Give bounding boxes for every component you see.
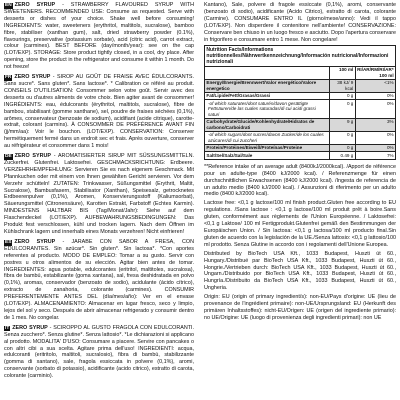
nutrition-header-per-100: 100 ml bbox=[329, 66, 355, 79]
nutrition-table-header-row bbox=[205, 66, 396, 79]
nutrition-row bbox=[205, 131, 396, 144]
right-paragraphs bbox=[204, 164, 396, 322]
nutrition-row bbox=[205, 100, 396, 118]
language-block-it bbox=[4, 325, 194, 380]
nutrient-label: -of which sugars/dont sucres/davon Zucker/de los cuales azúcares/di cui zuccheri bbox=[205, 131, 330, 144]
nutrition-row bbox=[205, 92, 396, 100]
nutrition-header-ri bbox=[355, 66, 395, 79]
nutrition-table bbox=[204, 45, 396, 159]
language-code-badge: DE bbox=[5, 154, 12, 160]
right-paragraph: **Reference intake of an average adult (8400kJ/2000kcal). /Apport de référence pour un adulte-type (8400 kJ/2000 kcal). / Referenzmenge für einen durchschnittlichen Erwachsenen (8400 kJ/2000 kcal). /Ingesta de referencia de un adulto medio (8400 kJ/2000 kcal). / Assunzioni di riferimento per un adulto medio (8400 kJ/2000 kcal). bbox=[204, 163, 396, 198]
nutrient-value-per-100ml: 0 g bbox=[329, 144, 355, 152]
nutrient-reference-intake: 0% bbox=[355, 144, 395, 152]
nutrient-reference-intake: 7% bbox=[355, 152, 395, 160]
nutrition-row bbox=[205, 144, 396, 152]
language-code-badge: IT bbox=[5, 325, 10, 331]
language-code-badge: ES bbox=[5, 239, 12, 245]
product-name: ZERO SYRUP bbox=[14, 238, 56, 245]
right-paragraph: Origin: EU (origin of primary ingredient/s): non-EU/Pays d'origine: UE (lieu de provenance de l'ingrédient primaire): non-UE/Ursprungsland: EU (Herkunft des primären Inhaltsstoffes): nicht-EU/Origen: UE (origen del ingrediente primario): no UE/Origine: UE (luogo di provenienza degli ingredienti primari): non UE bbox=[204, 294, 396, 321]
right-column bbox=[200, 0, 400, 400]
nutrient-label: Fat/Lipide/Fett/Grasas/Grassi bbox=[205, 92, 330, 100]
product-description: - SCIROPPO AL GUSTO FRAGOLA CON EDULCORANTI. Senza zucchero*. Senza glutine*. Senza lattosio*. *Le dichiarazioni si applicano al prodotto. MODALITA' D'USO: Consumare a piacere. Servire con pancakes o con altri cibi a sua scelta. Agitare prima dell'uso! INGREDIENTI: acqua, edulcoranti (eritritolo, maltitoli, sucralosio), fibra di bambù, stabilizzante (gomma di xantano), sale, fragola essiccata in polvere (0,1%), aromi, conservante (sorbato di potassio), acidificante (acido citrico), estratto di carota, colorante (carminio). bbox=[4, 324, 194, 380]
language-code-badge: EN bbox=[5, 3, 12, 8]
product-name: ZERO SYRUP bbox=[12, 324, 48, 331]
nutrition-row bbox=[205, 118, 396, 131]
nutrition-row bbox=[205, 152, 396, 160]
nutrient-reference-intake: 0% bbox=[355, 131, 395, 144]
nutrient-reference-intake: 0% bbox=[355, 100, 395, 118]
nutrient-reference-intake: 0% bbox=[355, 92, 395, 100]
nutrient-value-per-100ml: 0 g bbox=[329, 131, 355, 144]
nutrient-reference-intake: 3% bbox=[355, 118, 395, 131]
right-paragraph: Lactose free: <0,1 g lactose/100 ml finish product.Gluten free according to EU regulations. /Sans lactose : <0,1 g lactose/100 ml produit prêt à boire.Sans gluten, conformément aux règlements de l'Union Européenne. / Laktosefrei: <0,1 g Laktose/ 100 ml Fertigprodukt.Glutenfrei gemäß den Bestimmungen der Europäischen Union. / Sin lactosa: <0,1 g lactosa/100 ml producto final.Sin gluten de acuerdo con la legislación de la UE./Senza lattosio: <0,1 g lattosio/100 ml prodotto. Senza Glutine in accordo con i regolamenti dell'Unione Europea. bbox=[204, 200, 396, 248]
nutrient-label: Salt/Sel/Salz/Sal/Sale bbox=[205, 152, 330, 160]
nutrition-header-ri-unit: 100 ml bbox=[379, 72, 394, 78]
nutrient-reference-intake: <1% bbox=[355, 79, 395, 92]
language-block-de bbox=[4, 153, 194, 236]
product-description: - SIROP AU GOÛT DE FRAISE AVEC ÉDULCORANTS. Sans sucre*. Sans gluten*. Sans lactose*. * Calibration ce référé au produit. CONSEILS D'UTILISATION: Consommer selon votre goût. Servir avec des desserts ou d'autres aliments de votre choix. Bien agiter avant de consommer! INGRÉDIENTS: eau, édulcorants (érythritol, maltitols, sucralose), fibre de bambou, stabilisant (gomme xanthane), sel, poudre de fraises séchées (0,1%), arômes, conservateur (benzoate de sodium), acidifiant (acide citrique), carotte-extrait, colorant (carmins). À CONSOMMER DE PRÉFÉRENCE AVANT FIN (jj/mm/aa): Voir le bouchon. (LOT/EXP). CONSERVATION: Conserver hermétiquement fermé dans un endroit sec et frais. Après ouverture, conserver au réfrigérateur et consommer dans 1 mois! bbox=[4, 74, 194, 150]
language-block-es bbox=[4, 239, 194, 322]
right-paragraph: Distributed by BioTech USA Kft., 1033 Budapest, Huszti út 60., Hungary./Distribué par BioTech USA Kft., 1033 Budapest, Huszti út 60., Hongrie./Vertrieben durch: BioTech USA Kft., 1033 Budapest, Huszti út 60., Ungarn./Distribuido por BioTech USA Kft., 1033 Budapest, Huszti út 60., Hungría./Distribuito da BioTech USA Kft., 1033 Budapest, Huszti út 60., Ungheria. bbox=[204, 250, 396, 292]
nutrient-label: Energy/Énergie/Brennwert/Valor energético/Valore energetico bbox=[205, 79, 330, 92]
product-name: ZERO SYRUP bbox=[14, 74, 51, 81]
language-block-en bbox=[4, 2, 194, 71]
nutrient-label: Carbohydrate/Glucide/Kohlenhydrate/Hidratos de carbono/Carboidrati bbox=[205, 118, 330, 131]
nutrient-value-per-100ml: 0.49 g bbox=[329, 152, 355, 160]
nutrition-row bbox=[205, 79, 396, 92]
product-name: ZERO SYRUP bbox=[14, 2, 56, 8]
nutrition-table-title: Nutrition Facts/Informations nutritionnelles/Nährwertkennzeichnung/Información nutricional/Informazioni nutrizionali bbox=[205, 46, 396, 66]
product-name: ZERO SYRUP bbox=[14, 153, 51, 160]
product-description: - STRAWBERRY FLAVOURED SYRUP WITH SWEETENERS. RECOMMENDED USE: Consume as requested. Serve with desserts or dishes of your choice. Shake well before consuming! INGREDIENTS: water, sweeteners (erythritol, maltitols, sucralose), bamboo fibre, stabiliser (xanthan gum), salt, dried strawberry powder (0.1%), flavourings, preservative (potassium sorbate), acid (citric acid), carrot extract, colour (carmines). BEST BEFORE (day/month/year): see on the cap (LOT/EXP). STORAGE: Store product tightly closed, in a cool, dry place. After opening, store the product in the refrigerator and consume it within 1 month. Do not freeze! bbox=[4, 2, 194, 71]
nutrition-header-blank bbox=[205, 66, 330, 79]
nutrient-value-per-100ml: 0 g bbox=[329, 100, 355, 118]
language-code-badge: FR bbox=[5, 75, 12, 81]
right-intro-text: Kantano), Sale, polvere di fragole essiccate (0,1%), aromi, conservante (benzoato di sodio), acidificante (Acido Citrico), estratto di carota, colorante (Carmine). CONSUMARE ENTRO IL (giorno/mese/anno): Vedi il tappo (LOT/EXP). Non disperdere il contenitore nell'ambiente! CONSERVAZIONE: Conservare ben chiuso in un luogo fresco e asciutto. Dopo l'apertura conservare in frigorifero e consumare entro 1 mese. Non congelare! bbox=[204, 2, 396, 43]
product-description: - JARABE CON SABOR A FRESA, CON EDULCORANTES. Sin azúcar*. Sin gluten*. Sin lactosa*. *Con aportes referentes al producto. MODO DE EMPLEO: Tomar a su gusto. Servir con postres u otros alimentos de su elección. Agitar bien antes de tomar. INGREDIENTES: agua potable, edulcorantes (eritritol, maltitoles, sucralosa), fibra de bambú, estabilizante (goma xantana), sal, fresa deshidratada en polvo (0,1%), aromas, conservador (benzoato de sodio), acidulante (ácido cítrico), extracto de zanahoria, colorante (carmines). CONSUMIR PREFERENTEMENTE ANTES DEL (día/mes/año): Ver en el envase (LOT/EXP). ALMACENAMIENTO: Almacenar en lugar fresco, seco y limpio, lejos del sol y seco. Después de abrir almacenar refrigerado y consumir dentro de 1 mes. No congelar. bbox=[4, 238, 194, 321]
nutrition-table-title-row bbox=[205, 46, 396, 66]
nutrient-value-per-100ml: 0 g bbox=[329, 92, 355, 100]
product-description: - AROMATISIERTER SIRUP MIT SÜSSUNGSMITTELN. Zuckerfrei. Glutenfrei. Laktosefrei. GESCHMACKSRICHTUNG: Erdbeere. VERZEHRHEMPFEHLUNG: Servieren Sie es nach eigenem Geschmack. Mit Pfannkuchen oder mit einem von Ihnen gewählten Gericht servieren. Vor dem Verzehr schütteln! ZUTATEN: Trinkwasser, Süßungsmittel (Erythrit, Maltit, Sucralose), Bambusfasern, Stabilisator (Xanthan), Speisesalz, getrocknetes Erdbeerenpulver (0,1%), Aromen, Konservierungsstoff (Kaliumsorbat), Säuerungsmittel (Citronensäure), Karotten Extrakt, Farbstoff (Echtes Karmin). MINDESTENS HALTBAR BIS (Tag/Monat/Jahr): Siehe auf dem Flaschendeckel (LOT/EXP). AUFBEWAHRUNGSBEDINGUNGEN: Das Produkt fest verschlossen, kühl und trocken lagern. Nach dem Öffnen im Kühlschrank lagern und innerhalb eines Monats verzehren! Nicht einfrieren! bbox=[4, 153, 194, 235]
nutrition-header-ri-label: RI/AR/RM/RI/AR* bbox=[357, 67, 394, 73]
nutrition-table-body bbox=[205, 79, 396, 159]
language-block-fr bbox=[4, 74, 194, 150]
nutrient-label: -of which saturates/dont saturés/davon gesättigte Fettsäuren/de las cuales saturadas/di cui acidi grassi saturi bbox=[205, 100, 330, 118]
nutrient-label: Protein/Protéines/Eiweiß/Proteínas/Proteine bbox=[205, 144, 330, 152]
nutrient-value-per-100ml: 9 g bbox=[329, 118, 355, 131]
nutrient-value-per-100ml: 38 kJ/ 9 kcal bbox=[329, 79, 355, 92]
